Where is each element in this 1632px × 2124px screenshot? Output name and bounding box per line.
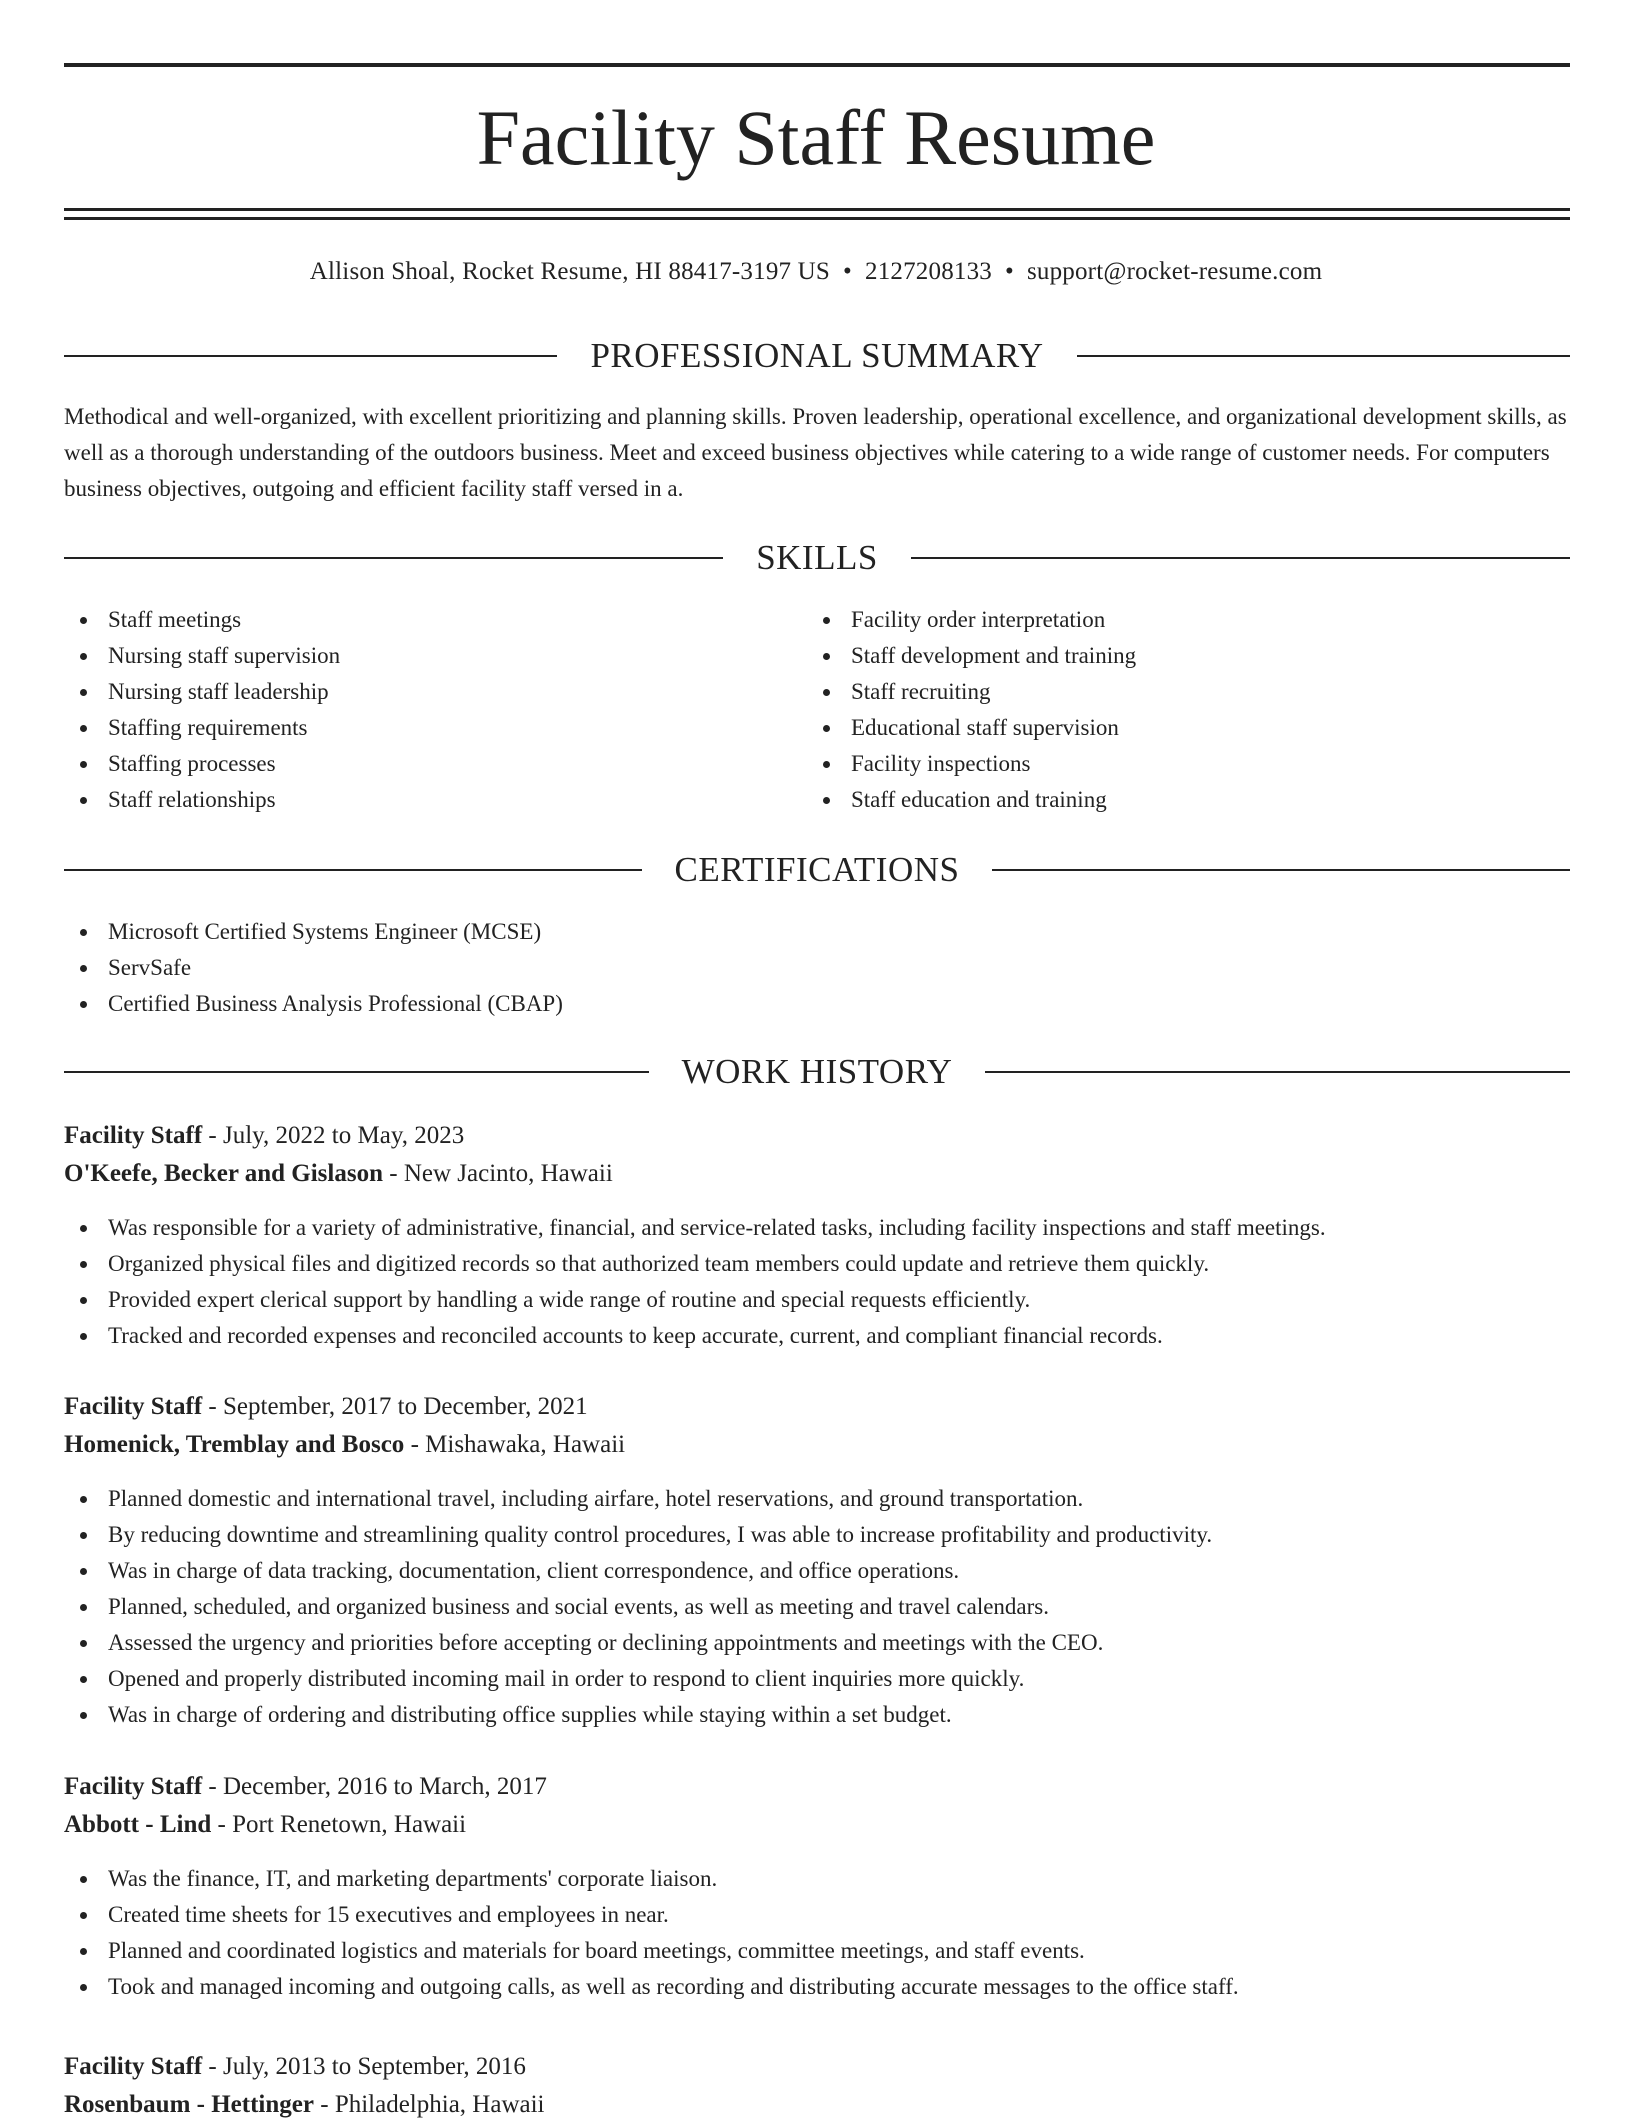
job-dash: - <box>208 1773 217 1800</box>
skills-heading <box>64 536 1570 580</box>
job-duties-list <box>64 1210 1564 1354</box>
contact-separator: • <box>843 258 852 285</box>
job-location: New Jacinto, Hawaii <box>403 1160 613 1187</box>
skill-item: Nursing staff supervision <box>64 638 804 674</box>
skills-list-left <box>64 602 804 818</box>
skill-item: Educational staff supervision <box>807 710 1567 746</box>
job-company-line <box>64 1155 1570 1193</box>
heading-rule <box>985 1071 1570 1073</box>
job-duty-item: Was responsible for a variety of administrative, financial, and service-related tasks, including facility inspections and staff meetings. <box>64 1210 1564 1246</box>
certification-item: Microsoft Certified Systems Engineer (MCSE) <box>64 914 1564 950</box>
job-dates: July, 2022 to May, 2023 <box>223 1122 465 1149</box>
certifications-heading <box>64 848 1570 892</box>
contact-separator: • <box>1005 258 1014 285</box>
skill-item: Facility inspections <box>807 746 1567 782</box>
job-duty-item: Organized physical files and digitized records so that authorized team members could update and retrieve them quickly. <box>64 1246 1564 1282</box>
job-company: O'Keefe, Becker and Gislason <box>64 1160 383 1187</box>
job-location: Mishawaka, Hawaii <box>425 1431 626 1458</box>
top-rule <box>64 63 1570 67</box>
job-duties-list <box>64 1481 1564 1733</box>
job-dash: - <box>208 2053 217 2080</box>
work-history-heading <box>64 1050 1570 1094</box>
job-location: Port Renetown, Hawaii <box>232 1811 467 1838</box>
heading-rule <box>64 557 723 559</box>
job-duty-item: Provided expert clerical support by handling a wide range of routine and special requests efficiently. <box>64 1282 1564 1318</box>
job-dates: December, 2016 to March, 2017 <box>223 1773 547 1800</box>
work-history-heading-label: WORK HISTORY <box>681 1052 953 1091</box>
skill-item: Facility order interpretation <box>807 602 1567 638</box>
job-duty-item: Created time sheets for 15 executives and employees in near. <box>64 1897 1564 1933</box>
skill-item: Staff relationships <box>64 782 804 818</box>
certifications-heading-label: CERTIFICATIONS <box>674 850 960 889</box>
job-duty-item: Was in charge of data tracking, documentation, client correspondence, and office operations. <box>64 1553 1564 1589</box>
job-title: Facility Staff <box>64 1773 203 1800</box>
job-duties-list <box>64 1861 1564 2005</box>
job-dash: - <box>217 1811 226 1838</box>
skill-item: Staff development and training <box>807 638 1567 674</box>
job-title-line <box>64 1388 1570 1426</box>
heading-rule <box>1077 355 1570 357</box>
job-duty-item: Opened and properly distributed incoming mail in order to respond to client inquiries more quickly. <box>64 1661 1564 1697</box>
contact-line <box>0 255 1632 289</box>
skills-heading-label: SKILLS <box>756 538 878 577</box>
job-duty-item: Planned and coordinated logistics and materials for board meetings, committee meetings, and staff events. <box>64 1933 1564 1969</box>
certifications-list <box>64 914 1564 1022</box>
job-dash: - <box>208 1393 217 1420</box>
contact-email: support@rocket-resume.com <box>1026 258 1323 285</box>
job-dates: July, 2013 to September, 2016 <box>223 2053 526 2080</box>
job-dash: - <box>410 1431 419 1458</box>
skill-item: Staff recruiting <box>807 674 1567 710</box>
page-title: Facility Staff Resume <box>476 94 1156 181</box>
job-title: Facility Staff <box>64 1122 203 1149</box>
heading-rule <box>992 869 1570 871</box>
job-company-line <box>64 2086 1570 2124</box>
job-duty-item: Was in charge of ordering and distributing office supplies while staying within a set budget. <box>64 1697 1564 1733</box>
job-title-line <box>64 2048 1570 2086</box>
job-title-line <box>64 1768 1570 1806</box>
contact-phone: 2127208133 <box>865 258 992 285</box>
job-dates: September, 2017 to December, 2021 <box>223 1393 588 1420</box>
job-location: Philadelphia, Hawaii <box>334 2091 545 2118</box>
skill-item: Staff education and training <box>807 782 1567 818</box>
job-title-line <box>64 1117 1570 1155</box>
summary-heading <box>64 334 1570 378</box>
skills-list-right <box>807 602 1567 818</box>
job-company: Homenick, Tremblay and Bosco <box>64 1431 405 1458</box>
job-title: Facility Staff <box>64 1393 203 1420</box>
title-double-rule-lower <box>64 217 1570 220</box>
job-duty-item: Planned domestic and international travel, including airfare, hotel reservations, and ground transportation. <box>64 1481 1564 1517</box>
job-duty-item: Was the finance, IT, and marketing departments' corporate liaison. <box>64 1861 1564 1897</box>
job-duty-item: By reducing downtime and streamlining quality control procedures, I was able to increase profitability and productivity. <box>64 1517 1564 1553</box>
contact-address: Allison Shoal, Rocket Resume, HI 88417-3197 US <box>309 258 831 285</box>
skill-item: Staff meetings <box>64 602 804 638</box>
job-title: Facility Staff <box>64 2053 203 2080</box>
job-company-line <box>64 1426 1570 1464</box>
summary-heading-label: PROFESSIONAL SUMMARY <box>590 336 1044 375</box>
job-company: Rosenbaum - Hettinger <box>64 2091 314 2118</box>
title-double-rule-upper <box>64 208 1570 211</box>
skill-item: Nursing staff leadership <box>64 674 804 710</box>
job-duty-item: Took and managed incoming and outgoing calls, as well as recording and distributing accurate messages to the office staff. <box>64 1969 1564 2005</box>
heading-rule <box>64 355 557 357</box>
job-company-line <box>64 1806 1570 1844</box>
certification-item: ServSafe <box>64 950 1564 986</box>
heading-rule <box>64 1071 649 1073</box>
certification-item: Certified Business Analysis Professional (CBAP) <box>64 986 1564 1022</box>
skill-item: Staffing processes <box>64 746 804 782</box>
job-duty-item: Assessed the urgency and priorities before accepting or declining appointments and meetings with the CEO. <box>64 1625 1564 1661</box>
job-company: Abbott - Lind <box>64 1811 212 1838</box>
job-dash: - <box>320 2091 329 2118</box>
job-duty-item: Planned, scheduled, and organized business and social events, as well as meeting and travel calendars. <box>64 1589 1564 1625</box>
heading-rule <box>911 557 1570 559</box>
job-duty-item: Tracked and recorded expenses and reconciled accounts to keep accurate, current, and compliant financial records. <box>64 1318 1564 1354</box>
job-dash: - <box>389 1160 398 1187</box>
skill-item: Staffing requirements <box>64 710 804 746</box>
summary-text: Methodical and well-organized, with excellent prioritizing and planning skills. Proven leadership, operational excellence, and organizational development skills, as well as a thorough understanding of the outdoors business. Meet and exceed business objectives while catering to a wide range of customer needs. For computers business objectives, outgoing and efficient facility staff versed in a. <box>64 404 1567 501</box>
heading-rule <box>64 869 642 871</box>
job-dash: - <box>208 1122 217 1149</box>
